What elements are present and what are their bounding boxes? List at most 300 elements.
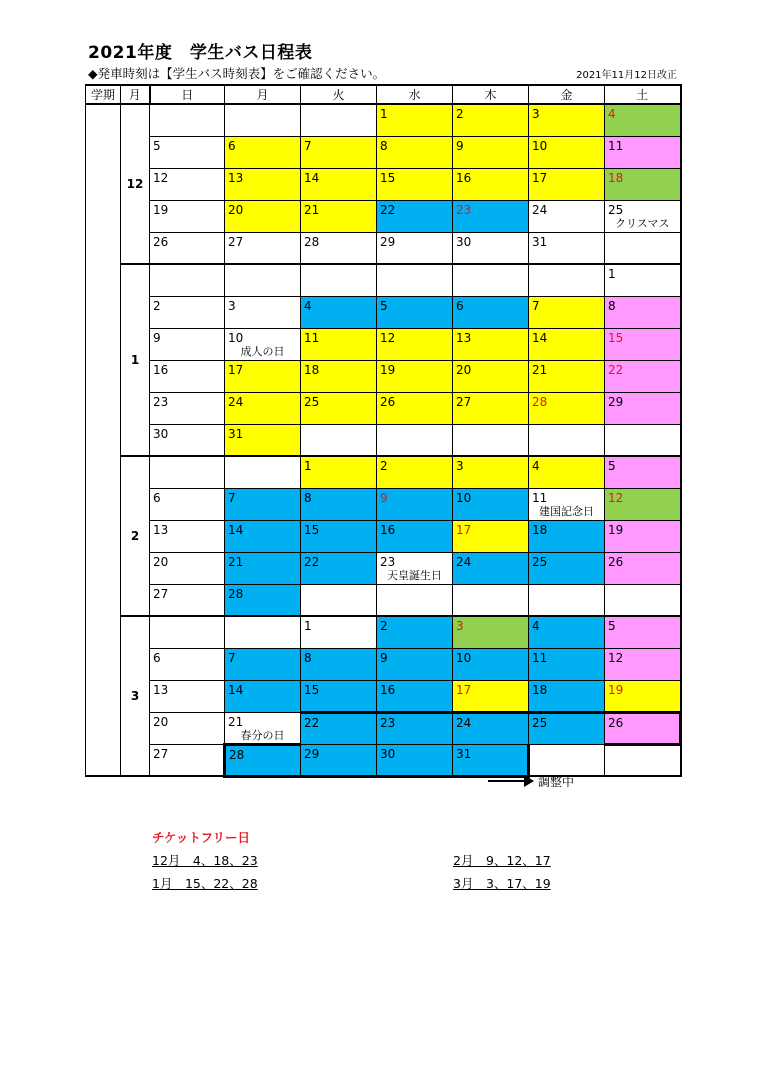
day-cell xyxy=(377,424,453,456)
day-number: 21 xyxy=(304,202,320,217)
col-header-month: 月 xyxy=(121,85,150,104)
col-header-fri: 金 xyxy=(529,85,605,104)
day-number: 1 xyxy=(304,619,312,633)
day-number: 2 xyxy=(380,619,388,633)
ticket-free-title: チケットフリー日 xyxy=(152,830,251,845)
day-number: 14 xyxy=(228,522,244,537)
day-number xyxy=(453,425,528,428)
day-number: 27 xyxy=(456,394,472,409)
day-number: 1 xyxy=(380,107,388,121)
day-cell xyxy=(150,552,225,584)
ticket-free-jan: 1月 15、22、28 xyxy=(152,876,258,891)
day-cell xyxy=(529,456,605,488)
day-number: 9 xyxy=(456,138,464,153)
day-number: 5 xyxy=(608,619,616,633)
day-number: 13 xyxy=(228,170,244,185)
timetable-note: ◆発車時刻は【学生バス時刻表】をご確認ください。 xyxy=(88,66,386,81)
day-number xyxy=(377,585,452,588)
day-number: 19 xyxy=(608,682,624,697)
day-number: 7 xyxy=(304,138,312,153)
day-number: 20 xyxy=(456,362,472,377)
day-cell xyxy=(377,488,453,520)
day-number xyxy=(529,585,604,588)
day-cell xyxy=(605,488,681,520)
day-number: 14 xyxy=(304,170,320,185)
day-number: 10 xyxy=(456,490,472,505)
day-cell xyxy=(529,520,605,552)
day-number: 1 xyxy=(304,459,312,473)
day-cell xyxy=(225,648,301,680)
day-cell xyxy=(377,520,453,552)
day-number: 21 xyxy=(228,554,244,569)
day-number xyxy=(301,585,376,588)
day-cell xyxy=(225,392,301,424)
day-number: 9 xyxy=(153,330,161,345)
day-cell xyxy=(377,296,453,328)
week-row xyxy=(86,520,681,552)
day-cell xyxy=(225,136,301,168)
week-row xyxy=(86,296,681,328)
arrow-right-icon xyxy=(488,780,526,782)
day-cell xyxy=(453,488,529,520)
day-cell xyxy=(605,680,681,712)
day-cell xyxy=(605,168,681,200)
day-cell xyxy=(150,328,225,360)
ticket-free-feb: 2月 9、12、17 xyxy=(453,853,551,868)
month-label: 1 xyxy=(121,264,150,456)
day-number: 24 xyxy=(532,202,548,217)
day-cell xyxy=(529,264,605,296)
day-cell xyxy=(150,456,225,488)
month-label: 2 xyxy=(121,456,150,616)
day-number xyxy=(301,425,376,428)
day-number: 12 xyxy=(153,170,169,185)
day-cell xyxy=(301,328,377,360)
week-row xyxy=(86,552,681,584)
day-number: 25 xyxy=(532,554,548,569)
day-number xyxy=(225,265,300,268)
day-cell xyxy=(453,264,529,296)
day-number: 31 xyxy=(456,746,472,761)
day-number: 16 xyxy=(380,682,396,697)
day-cell xyxy=(377,616,453,648)
day-number: 9 xyxy=(380,650,388,665)
day-number: 22 xyxy=(380,202,396,217)
day-cell xyxy=(377,680,453,712)
day-number xyxy=(150,265,224,268)
day-number: 8 xyxy=(380,138,388,153)
day-cell xyxy=(225,680,301,712)
col-header-sat: 土 xyxy=(605,85,681,104)
day-number: 27 xyxy=(153,586,169,601)
day-cell xyxy=(377,392,453,424)
day-cell xyxy=(377,584,453,616)
holiday-label: 天皇誕生日 xyxy=(387,568,442,582)
ticket-free-mar: 3月 3、17、19 xyxy=(453,876,551,891)
day-cell xyxy=(225,424,301,456)
day-number: 16 xyxy=(153,362,169,377)
week-row xyxy=(86,584,681,616)
day-number xyxy=(150,105,224,108)
day-number xyxy=(301,265,376,268)
day-cell xyxy=(529,232,605,264)
day-cell xyxy=(301,424,377,456)
day-number: 23 xyxy=(380,715,396,730)
day-number: 21 xyxy=(532,362,548,377)
col-header-mon: 月 xyxy=(225,85,301,104)
day-cell xyxy=(605,520,681,552)
week-row xyxy=(86,264,681,296)
day-cell xyxy=(301,168,377,200)
revision-date: 2021年11月12日改正 xyxy=(576,70,677,81)
day-number: 18 xyxy=(304,362,320,377)
day-number: 29 xyxy=(304,746,320,761)
week-row xyxy=(86,488,681,520)
day-number: 25 xyxy=(304,394,320,409)
day-cell xyxy=(150,296,225,328)
day-number: 18 xyxy=(608,170,624,185)
week-row xyxy=(86,360,681,392)
day-cell xyxy=(301,104,377,136)
day-cell xyxy=(150,680,225,712)
day-number: 30 xyxy=(153,426,169,441)
day-number: 6 xyxy=(456,298,464,313)
day-cell xyxy=(301,136,377,168)
day-number: 28 xyxy=(532,394,548,409)
day-cell xyxy=(377,456,453,488)
day-cell xyxy=(150,520,225,552)
day-cell xyxy=(150,168,225,200)
day-cell xyxy=(453,104,529,136)
week-row xyxy=(86,104,681,136)
day-cell xyxy=(225,296,301,328)
day-cell xyxy=(301,616,377,648)
day-cell xyxy=(453,200,529,232)
day-cell xyxy=(150,648,225,680)
day-number: 7 xyxy=(228,490,236,505)
day-number: 14 xyxy=(228,682,244,697)
week-row xyxy=(86,136,681,168)
day-number: 27 xyxy=(153,746,169,761)
day-number: 1 xyxy=(608,267,616,281)
day-cell xyxy=(605,456,681,488)
day-number: 26 xyxy=(153,234,169,249)
day-cell xyxy=(377,200,453,232)
week-row xyxy=(86,712,681,744)
day-number: 18 xyxy=(532,522,548,537)
day-number xyxy=(529,425,604,428)
day-number: 2 xyxy=(456,107,464,121)
day-number: 21 xyxy=(228,714,244,729)
day-cell xyxy=(377,648,453,680)
day-number xyxy=(301,105,376,108)
day-cell xyxy=(529,712,605,744)
day-number: 30 xyxy=(380,746,396,761)
day-number xyxy=(225,617,300,620)
day-cell xyxy=(605,584,681,616)
day-cell xyxy=(605,328,681,360)
day-cell xyxy=(529,648,605,680)
day-number xyxy=(605,585,680,588)
week-row xyxy=(86,168,681,200)
week-row xyxy=(86,392,681,424)
holiday-label: 建国記念日 xyxy=(539,504,594,518)
day-number: 12 xyxy=(608,490,624,505)
day-cell xyxy=(605,104,681,136)
day-number: 17 xyxy=(456,522,472,537)
day-number: 20 xyxy=(153,554,169,569)
day-number: 29 xyxy=(380,234,396,249)
day-cell xyxy=(453,584,529,616)
day-cell xyxy=(453,616,529,648)
day-number: 13 xyxy=(153,682,169,697)
day-number: 17 xyxy=(532,170,548,185)
day-cell xyxy=(453,712,529,744)
day-number: 19 xyxy=(608,522,624,537)
arrowhead-icon xyxy=(524,775,534,787)
day-cell xyxy=(605,264,681,296)
week-row xyxy=(86,616,681,648)
day-number: 5 xyxy=(608,459,616,473)
ticket-free-dec: 12月 4、18、23 xyxy=(152,853,258,868)
day-number: 7 xyxy=(532,298,540,313)
day-number: 28 xyxy=(229,747,245,762)
day-number: 13 xyxy=(153,522,169,537)
day-cell xyxy=(605,136,681,168)
col-header-wed: 水 xyxy=(377,85,453,104)
day-cell xyxy=(529,488,605,520)
day-cell xyxy=(225,488,301,520)
day-cell xyxy=(301,456,377,488)
day-cell xyxy=(225,712,301,744)
day-cell xyxy=(529,104,605,136)
day-cell xyxy=(453,360,529,392)
day-cell xyxy=(529,136,605,168)
day-number: 6 xyxy=(153,650,161,665)
day-cell xyxy=(301,648,377,680)
day-number: 24 xyxy=(456,715,472,730)
month-label: 3 xyxy=(121,616,150,776)
day-cell xyxy=(225,200,301,232)
day-cell xyxy=(225,232,301,264)
day-number: 11 xyxy=(532,650,548,665)
day-cell xyxy=(377,232,453,264)
week-row xyxy=(86,232,681,264)
day-cell xyxy=(150,616,225,648)
day-cell xyxy=(605,744,681,776)
adjusting-label: 調整中 xyxy=(538,775,575,789)
day-number: 8 xyxy=(304,490,312,505)
day-number: 2 xyxy=(380,459,388,473)
day-number: 9 xyxy=(380,490,388,505)
day-number: 10 xyxy=(456,650,472,665)
day-cell xyxy=(377,104,453,136)
week-row xyxy=(86,680,681,712)
day-number: 15 xyxy=(380,170,396,185)
day-cell xyxy=(605,296,681,328)
header-row xyxy=(86,85,681,104)
day-cell xyxy=(605,648,681,680)
day-number: 11 xyxy=(532,490,548,505)
day-cell xyxy=(301,392,377,424)
day-cell xyxy=(529,616,605,648)
day-cell xyxy=(453,648,529,680)
day-cell xyxy=(453,136,529,168)
day-number: 11 xyxy=(608,138,624,153)
day-cell xyxy=(453,168,529,200)
day-number: 16 xyxy=(456,170,472,185)
day-cell xyxy=(453,456,529,488)
day-cell xyxy=(225,584,301,616)
holiday-label: 春分の日 xyxy=(240,728,285,742)
day-number: 5 xyxy=(153,138,161,153)
day-cell xyxy=(605,712,681,744)
day-cell xyxy=(453,520,529,552)
day-number xyxy=(529,265,604,268)
day-number xyxy=(377,265,452,268)
day-number: 5 xyxy=(380,298,388,313)
day-cell xyxy=(377,328,453,360)
day-cell xyxy=(605,392,681,424)
day-number xyxy=(605,425,680,428)
day-number: 20 xyxy=(228,202,244,217)
day-number: 27 xyxy=(228,234,244,249)
day-number: 23 xyxy=(380,554,396,569)
day-cell xyxy=(453,328,529,360)
day-number: 10 xyxy=(532,138,548,153)
day-cell xyxy=(301,360,377,392)
day-number xyxy=(605,746,680,749)
day-number: 19 xyxy=(153,202,169,217)
day-cell xyxy=(605,552,681,584)
day-cell xyxy=(529,168,605,200)
day-cell xyxy=(225,520,301,552)
day-number: 16 xyxy=(380,522,396,537)
day-cell xyxy=(301,520,377,552)
day-cell xyxy=(529,360,605,392)
day-cell xyxy=(529,296,605,328)
day-cell xyxy=(150,744,225,776)
day-cell xyxy=(150,360,225,392)
day-number: 28 xyxy=(304,234,320,249)
day-number: 23 xyxy=(456,202,472,217)
week-row xyxy=(86,456,681,488)
day-number: 6 xyxy=(228,138,236,153)
day-cell xyxy=(301,200,377,232)
day-number xyxy=(453,265,528,268)
day-number: 6 xyxy=(153,490,161,505)
day-number: 15 xyxy=(304,682,320,697)
day-cell xyxy=(301,680,377,712)
day-number: 15 xyxy=(608,330,624,345)
day-cell xyxy=(529,200,605,232)
day-number: 13 xyxy=(456,330,472,345)
day-number: 3 xyxy=(532,107,540,121)
day-number xyxy=(150,617,224,620)
day-number: 26 xyxy=(608,715,624,730)
day-cell xyxy=(301,584,377,616)
day-number: 4 xyxy=(532,459,540,473)
day-number: 3 xyxy=(456,619,464,633)
day-number: 2 xyxy=(153,298,161,313)
week-row xyxy=(86,424,681,456)
day-number xyxy=(453,585,528,588)
day-number xyxy=(605,233,680,236)
col-header-term: 学期 xyxy=(86,85,121,104)
day-number xyxy=(225,105,300,108)
day-cell xyxy=(453,392,529,424)
day-cell xyxy=(301,712,377,744)
day-number: 15 xyxy=(304,522,320,537)
day-number: 23 xyxy=(153,394,169,409)
day-cell xyxy=(377,360,453,392)
day-number: 26 xyxy=(380,394,396,409)
day-number: 4 xyxy=(304,298,312,313)
day-number: 17 xyxy=(228,362,244,377)
week-row xyxy=(86,648,681,680)
month-label: 12 xyxy=(121,104,150,264)
day-cell xyxy=(453,680,529,712)
col-header-tue: 火 xyxy=(301,85,377,104)
day-number: 12 xyxy=(608,650,624,665)
holiday-label: クリスマス xyxy=(614,216,670,230)
day-cell xyxy=(301,232,377,264)
day-cell xyxy=(605,200,681,232)
day-number: 11 xyxy=(304,330,320,345)
day-number: 19 xyxy=(380,362,396,377)
day-number: 18 xyxy=(532,682,548,697)
day-cell xyxy=(605,424,681,456)
day-cell xyxy=(453,296,529,328)
page-title: 2021年度 学生バス日程表 xyxy=(88,43,313,63)
day-number: 31 xyxy=(228,426,244,441)
col-header-sun: 日 xyxy=(150,85,225,104)
day-cell xyxy=(150,264,225,296)
day-cell xyxy=(377,168,453,200)
day-number: 4 xyxy=(608,107,616,121)
day-cell xyxy=(150,488,225,520)
day-cell xyxy=(301,552,377,584)
col-header-thu: 木 xyxy=(453,85,529,104)
day-number: 14 xyxy=(532,330,548,345)
day-number: 22 xyxy=(304,715,320,730)
day-cell xyxy=(529,584,605,616)
day-number xyxy=(530,745,604,748)
day-number: 3 xyxy=(228,298,236,313)
day-cell xyxy=(605,232,681,264)
day-cell xyxy=(453,552,529,584)
day-number: 8 xyxy=(304,650,312,665)
day-cell xyxy=(150,392,225,424)
day-number: 7 xyxy=(228,650,236,665)
day-cell xyxy=(453,232,529,264)
day-cell xyxy=(225,328,301,360)
day-number: 10 xyxy=(228,330,244,345)
day-cell xyxy=(301,296,377,328)
term-column xyxy=(86,104,121,776)
day-cell xyxy=(225,456,301,488)
day-cell xyxy=(301,488,377,520)
day-number xyxy=(377,425,452,428)
day-cell xyxy=(225,552,301,584)
day-cell xyxy=(225,264,301,296)
day-cell xyxy=(225,744,301,776)
day-cell xyxy=(377,744,453,776)
day-cell xyxy=(150,424,225,456)
day-cell xyxy=(225,360,301,392)
day-number: 17 xyxy=(456,682,472,697)
day-cell xyxy=(225,168,301,200)
